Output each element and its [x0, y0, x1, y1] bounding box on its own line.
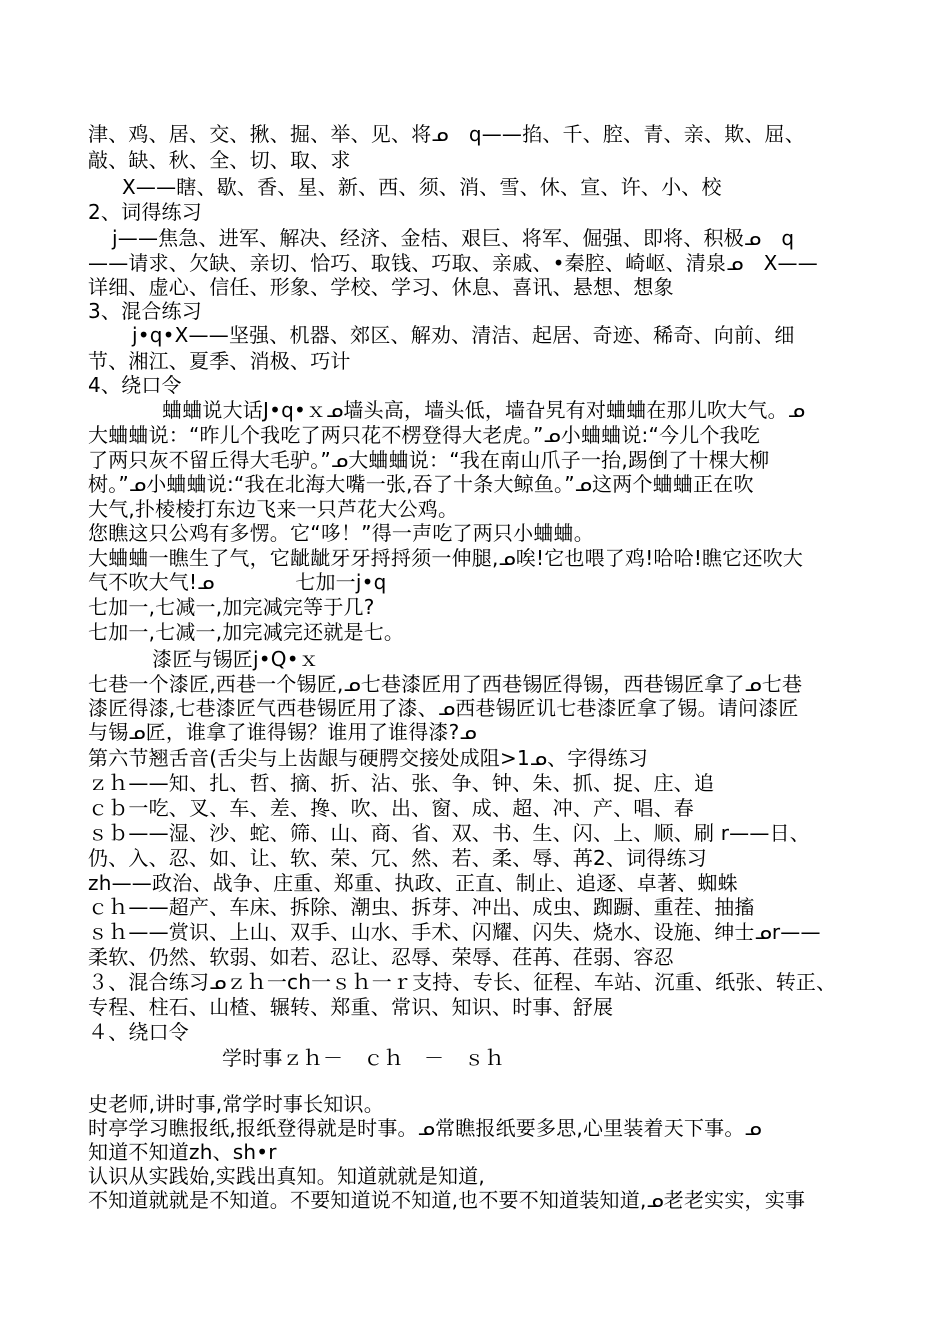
tongue-twister-title: 学时事ｚｈ－ ｃｈ － ｓｈ [222, 1046, 505, 1070]
text-line: 七加一,七减一,加完减完还就是七。 [88, 620, 405, 644]
text-line: X——瞎、歇、香、星、新、西、须、消、雪、休、宣、许、小、校 [122, 175, 722, 199]
section-heading: 2、词得练习 [88, 200, 202, 224]
text-line: 您瞧这只公鸡有多愣。它“哆！”得一声吃了两只小蛐蛐。 [88, 521, 594, 545]
text-line: 与锡ᓄ匠，谁拿了谁得锡？谁用了谁得漆?ᓄ [88, 720, 477, 744]
text-line: 敲、缺、秋、全、切、取、求 [88, 148, 351, 172]
text-line: 不知道就就是不知道。不要知道说不知道,也不要不知道装知道,ᓄ老老实实，实事 [88, 1188, 806, 1212]
text-line: 详细、虚心、信任、形象、学校、学习、休息、喜讯、悬想、想象 [88, 275, 674, 299]
section-heading: 4、绕口令 [88, 373, 182, 397]
text-line: 史老师,讲时事,常学时事长知识。 [88, 1092, 384, 1116]
text-line: ——请求、欠缺、亲切、恰巧、取钱、巧取、亲戚、•秦腔、崎岖、清泉ᓄ X—— [88, 251, 818, 275]
text-line: 津、鸡、居、交、揪、掘、举、见、将ᓄ q——掐、千、腔、青、亲、欺、屈、 [88, 122, 805, 146]
text-line: 大蛐蛐说：“昨儿个我吃了两只花不楞登得大老虎。”ᓄ小蛐蛐说:“今儿个我吃 [88, 423, 761, 447]
text-line: 大气,扑棱棱打东边飞来一只芦花大公鸡。 [88, 497, 459, 521]
text-line: ｓｂ——湿、沙、蛇、筛、山、商、省、双、书、生、闪、上、顺、刷 r——日、 [88, 821, 810, 845]
text-line: j•q•X——坚强、机器、郊区、解劝、清洁、起居、奇迹、稀奇、向前、细 [132, 323, 795, 347]
text-line: 树。”ᓄ小蛐蛐说:“我在北海大嘴一张,吞了十条大鲸鱼。”ᓄ这两个蛐蛐正在吹 [88, 472, 754, 496]
text-line: ｃｈ——超产、车床、拆除、潮虫、拆芽、冲出、成虫、踟蹰、重茬、抽搐 [88, 895, 755, 919]
text-line: 七加一,七减一,加完减完等于几? [88, 595, 375, 619]
section-heading: ４、绕口令 [88, 1020, 189, 1044]
text-line: 仍、入、忍、如、让、软、荣、冗、然、若、柔、辱、苒2、词得练习 [88, 846, 707, 870]
text-line: 了两只灰不留丘得大毛驴。”ᓄ大蛐蛐说：“我在南山爪子一抬,踢倒了十棵大柳 [88, 448, 770, 472]
tongue-twister-title: 漆匠与锡匠j•Q•ｘ [152, 647, 319, 671]
text-line: 节、湘江、夏季、消极、巧计 [88, 349, 351, 373]
text-line: 大蛐蛐一瞧生了气，它龇龇牙牙捋捋须一伸腿,ᓄ唉!它也喂了鸡!哈哈!瞧它还吹大 [88, 546, 804, 570]
text-line: 气不吹大气!ᓄ 七加一j•q [88, 570, 387, 594]
tongue-twister-title: 知道不知道zh、sh•r [88, 1140, 277, 1164]
text-line: j——焦急、进军、解决、经济、金桔、艰巨、将军、倔强、即将、积极ᓄ q [112, 226, 795, 250]
text-line: 认识从实践始,实践出真知。知道就就是知道, [88, 1164, 485, 1188]
tongue-twister-title: 蛐蛐说大话J•q•ｘᓄ墙头高，墙头低，墙旮旯有对蛐蛐在那儿吹大气。ᓄ [162, 398, 806, 422]
section-heading: 3、混合练习 [88, 299, 202, 323]
text-line: ｚｈ——知、扎、哲、摘、折、沾、张、争、钟、朱、抓、捉、庄、追 [88, 771, 715, 795]
text-line: ｃｂ一吃、叉、车、差、搀、吹、出、窗、成、超、冲、产、唱、春 [88, 796, 694, 820]
text-line: 专程、柱石、山楂、辗转、郑重、常识、知识、时事、舒展 [88, 995, 614, 1019]
text-line: 柔软、仍然、软弱、如若、忍让、忍辱、荣辱、荏苒、荏弱、容忍 [88, 945, 674, 969]
section-heading: 第六节翘舌音(舌尖与上齿龈与硬腭交接处成阻>1ᓄ、字得练习 [88, 746, 649, 770]
text-line: 七巷一个漆匠,西巷一个锡匠,ᓄ七巷漆匠用了西巷锡匠得锡，西巷锡匠拿了ᓄ七巷 [88, 672, 803, 696]
text-line: zh——政治、战争、庄重、郑重、执政、正直、制止、追逐、卓著、蜘蛛 [88, 871, 738, 895]
text-line: ３、混合练习ᓄｚｈ一ch一ｓｈ一ｒ支持、专长、征程、车站、沉重、纸张、转正、 [88, 970, 837, 994]
text-line: ｓｈ——赏识、上山、双手、山水、手术、闪耀、闪失、烧水、设施、绅士ᓄr—— [88, 920, 821, 944]
text-line: 时亭学习瞧报纸,报纸登得就是时事。ᓄ常瞧报纸要多思,心里装着天下事。ᓄ [88, 1116, 762, 1140]
text-line: 漆匠得漆,七巷漆匠气西巷锡匠用了漆、ᓄ西巷锡匠讥七巷漆匠拿了锡。请问漆匠 [88, 696, 799, 720]
